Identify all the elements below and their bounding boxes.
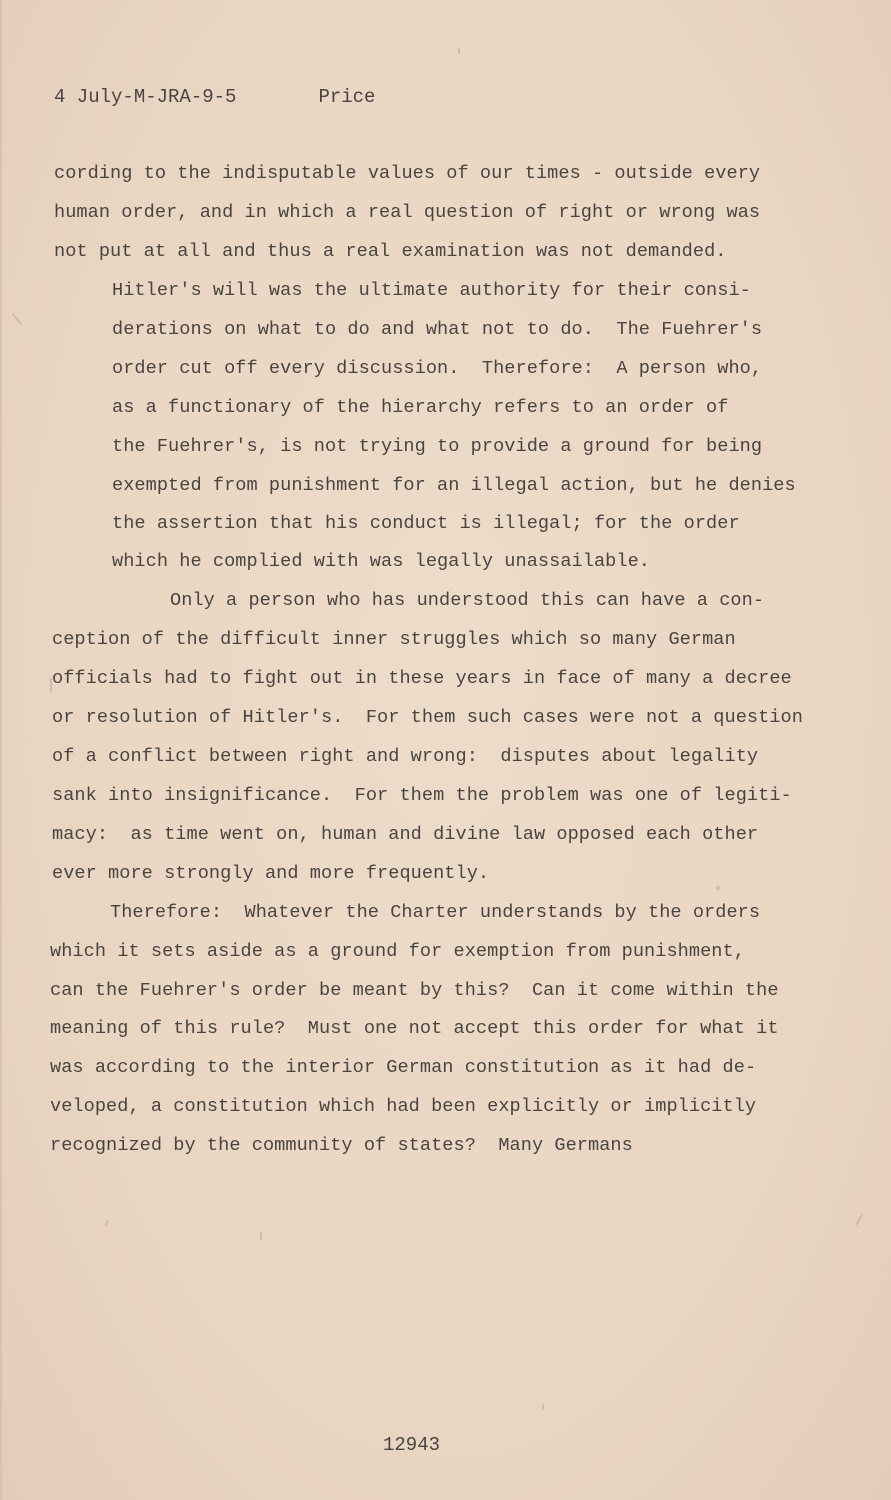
page-header (54, 84, 375, 110)
text-line: which it sets aside as a ground for exemption from punishment, (50, 941, 745, 962)
document-code: 4 July-M-JRA-9-5 (54, 86, 237, 108)
text-line: officials had to fight out in these years in face of many a decree (52, 668, 792, 689)
text-line: of a conflict between right and wrong: disputes about legality (52, 746, 759, 767)
text-line: as a functionary of the hierarchy refers to an order of (112, 397, 729, 418)
text-line: the assertion that his conduct is illegal; for the order (112, 513, 740, 534)
text-line: meaning of this rule? Must one not accept this order for what it (50, 1018, 779, 1039)
text-line: Only a person who has understood this can have a con- (170, 590, 765, 611)
text-line: human order, and in which a real question of right or wrong was (54, 202, 761, 223)
text-line: sank into insignificance. For them the problem was one of legiti- (52, 785, 792, 806)
text-line: or resolution of Hitler's. For them such cases were not a question (52, 707, 803, 728)
text-line: order cut off every discussion. Therefore: A person who, (112, 358, 763, 379)
text-line: which he complied with was legally unassailable. (112, 551, 650, 572)
paper-speck (542, 1404, 544, 1410)
text-line: macy: as time went on, human and divine law opposed each other (52, 824, 759, 845)
text-line: Therefore: Whatever the Charter understands by the orders (110, 902, 761, 923)
text-line: Hitler's will was the ultimate authority for their consi- (112, 280, 751, 301)
text-line: can the Fuehrer's order be meant by this? Can it come within the (50, 980, 779, 1001)
text-line: exempted from punishment for an illegal action, but he denies (112, 475, 796, 496)
text-line: not put at all and thus a real examination was not demanded. (54, 241, 727, 262)
witness-name: Price (318, 86, 376, 108)
paper-speck (855, 1214, 863, 1225)
text-line: was according to the interior German constitution as it had de- (50, 1057, 757, 1078)
paper-speck (105, 1220, 109, 1226)
text-line: ever more strongly and more frequently. (52, 863, 490, 884)
text-line: cording to the indisputable values of our times - outside every (54, 163, 761, 184)
text-line: veloped, a constitution which had been explicitly or implicitly (50, 1096, 757, 1117)
paper-speck (716, 886, 720, 890)
page-number: 12943 (383, 1434, 441, 1456)
text-line: ception of the difficult inner struggles which so many German (52, 629, 736, 650)
paper-speck (12, 313, 23, 325)
paper-speck (458, 48, 460, 54)
text-line: derations on what to do and what not to do. The Fuehrer's (112, 319, 763, 340)
paper-speck (50, 678, 52, 692)
text-line: recognized by the community of states? Many Germans (50, 1135, 633, 1156)
paper-speck (260, 1232, 262, 1240)
text-line: the Fuehrer's, is not trying to provide a ground for being (112, 436, 763, 457)
